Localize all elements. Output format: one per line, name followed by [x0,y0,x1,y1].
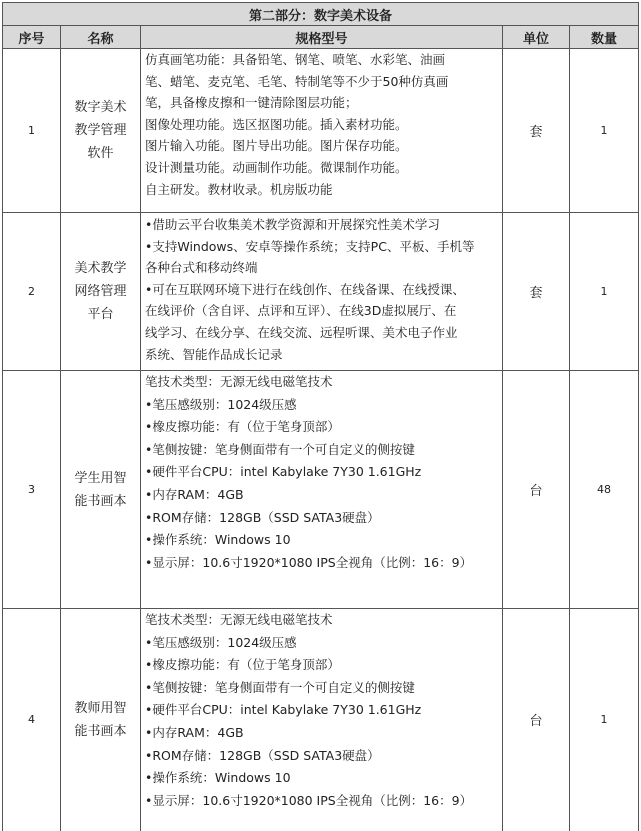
name-line: 能书画本 [74,723,127,739]
cell-name [61,213,141,371]
spec-line: •支持Windows、安卓等操作系统；支持PC、平板、手机等 [145,238,475,254]
cell-qty: 1 [570,213,639,371]
name-line: 软件 [87,146,114,161]
name-line: 教师用智 [74,700,127,716]
cell-index: 2 [3,213,61,371]
spec-line: 仿真画笔功能：具备铅笔、钢笔、喷笔、水彩笔、油画 [145,52,446,67]
cell-spec [141,49,503,213]
spec-line: •橡皮擦功能：有（位于笔身顶部） [145,419,340,435]
name-line: 美术教学 [74,261,127,276]
spec-line: 自主研发。教材收录。机房版功能 [145,181,333,197]
cell-index: 4 [3,609,61,831]
spec-line: •ROM存储：128GB（SSD SATA3硬盘） [145,747,380,763]
title-row [3,3,639,26]
spec-line: •笔压感级别：1024级压感 [145,396,297,412]
cell-spec [141,213,503,371]
spec-line: •内存RAM：4GB [145,486,244,502]
spec-line: •硬件平台CPU：intel Kabylake 7Y30 1.61GHz [145,702,422,718]
cell-spec [141,609,503,831]
name-line: 数字美术 [74,100,127,115]
spec-line: 笔，具备橡皮擦和一键清除图层功能； [145,95,358,111]
cell-name [61,609,141,831]
header-spec: 规格型号 [141,26,503,49]
spec-line: 图片输入功能。图片导出功能。图片保存功能。 [145,138,408,154]
cell-name [61,371,141,609]
cell-unit: 台 [503,371,570,609]
table-row [3,49,639,213]
spec-line: •操作系统：Windows 10 [145,532,291,548]
header-row [3,26,639,49]
spec-line: 图像处理功能。选区抠图功能。插入素材功能。 [145,116,408,132]
cell-index: 1 [3,49,61,213]
header-name: 名称 [61,26,141,49]
spec-line: 线学习、在线分享、在线交流、远程听课、美术电子作业 [145,324,458,340]
name-line: 学生用智 [74,470,127,486]
spec-line: •显示屏：10.6寸1920*1080 IPS全视角（比例：16：9） [145,554,473,570]
spec-line: 系统、智能作品成长记录 [145,346,283,362]
cell-unit: 台 [503,609,570,831]
cell-name [61,49,141,213]
spec-line: 设计测量功能。动画制作功能。微课制作功能。 [145,159,408,175]
spec-line: •ROM存储：128GB（SSD SATA3硬盘） [145,509,380,525]
name-line: 网络管理 [74,284,127,299]
spec-line: •笔压感级别：1024级压感 [145,634,297,650]
table-row [3,213,639,371]
spec-line: •可在互联网环境下进行在线创作、在线备课、在线授课、 [145,281,465,297]
spec-line: 在线评价（含自评、点评和互评）、在线3D虚拟展厅、在 [145,303,457,319]
spec-line: •硬件平台CPU：intel Kabylake 7Y30 1.61GHz [145,464,422,480]
spec-line: •橡皮擦功能：有（位于笔身顶部） [145,657,340,673]
header-qty: 数量 [570,26,639,49]
spec-line: •笔侧按键：笔身侧面带有一个可自定义的侧按键 [145,679,415,695]
table-row [3,371,639,609]
equipment-table [2,2,639,831]
name-line: 能书画本 [74,493,127,509]
spec-line: •操作系统：Windows 10 [145,770,291,786]
table-row [3,609,639,831]
spec-line: 笔技术类型：无源无线电磁笔技术 [145,612,333,627]
spec-line: 笔、蜡笔、麦克笔、毛笔、特制笔等不少于50种仿真画 [145,73,449,89]
cell-spec [141,371,503,609]
cell-unit: 套 [503,49,570,213]
cell-index: 3 [3,371,61,609]
cell-qty: 1 [570,609,639,831]
spec-line: •笔侧按键：笔身侧面带有一个可自定义的侧按键 [145,441,415,457]
cell-qty: 1 [570,49,639,213]
spec-line: •借助云平台收集美术教学资源和开展探究性美术学习 [145,217,440,232]
name-line: 教学管理 [74,123,127,138]
spec-line: •内存RAM：4GB [145,724,244,740]
equipment-table-body [3,3,639,831]
header-index: 序号 [3,26,61,49]
spec-line: 笔技术类型：无源无线电磁笔技术 [145,374,333,389]
spec-line: •显示屏：10.6寸1920*1080 IPS全视角（比例：16：9） [145,792,473,808]
name-line: 平台 [87,307,114,322]
spec-line: 各种台式和移动终端 [145,260,258,276]
cell-unit: 套 [503,213,570,371]
cell-qty: 48 [570,371,639,609]
table-title: 第二部分：数字美术设备 [3,3,639,26]
header-unit: 单位 [503,26,570,49]
